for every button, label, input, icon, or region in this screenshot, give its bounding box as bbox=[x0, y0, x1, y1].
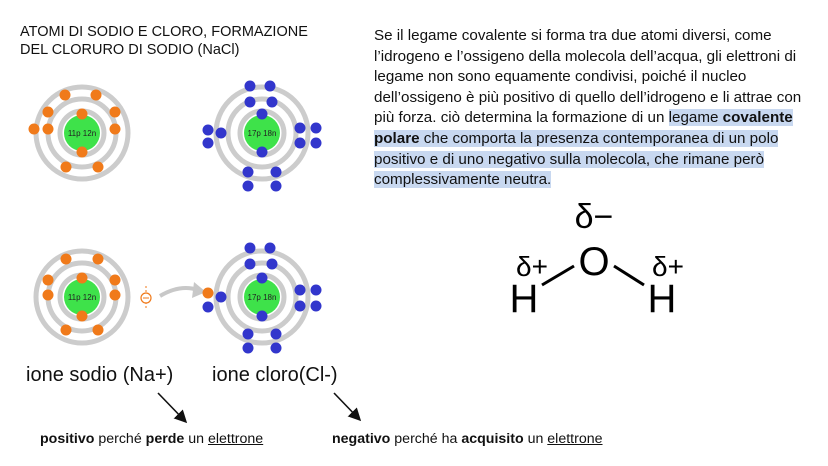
svg-text:17p 18n: 17p 18n bbox=[247, 293, 277, 302]
chlorine-nucleus bbox=[244, 115, 280, 151]
delta-minus-label: δ− bbox=[574, 198, 614, 236]
bond-right bbox=[614, 266, 644, 285]
highlight-covalente-polare: covalente polare bbox=[374, 109, 793, 147]
chloride-ion bbox=[203, 243, 322, 354]
arrow-to-negative-icon bbox=[334, 393, 360, 420]
title-line-2: DEL CLORURO DI SODIO (NaCl) bbox=[20, 42, 240, 58]
title-line-1: ATOMI DI SODIO E CLORO, FORMAZIONE bbox=[20, 24, 308, 40]
delta-plus-left-label: δ+ bbox=[516, 251, 548, 282]
delta-plus-right-label: δ+ bbox=[652, 251, 684, 282]
oxygen-symbol: O bbox=[578, 240, 610, 284]
chloride-ion-nucleus bbox=[244, 279, 280, 315]
paragraph-text: Se il legame covalente si forma tra due atomi diversi, come l’idrogeno e l’ossigeno della molecola dell’acqua, gli elettroni di legame non sono equamente condivisi, poiché il nucleo dell’ossigeno è più positivo di quello dell’idrogeno e li attrae con più forza. ciò determina la formazione di un bbox=[374, 27, 802, 127]
water-molecule bbox=[510, 198, 684, 321]
hydrogen-right-symbol: H bbox=[647, 277, 677, 321]
highlight-legame: legame bbox=[668, 109, 719, 127]
highlight-rest: che comporta la presenza contemporanea di un polo positivo e di uno negativo sulla molecola, che rimane però complessivamente neutra. bbox=[374, 129, 779, 189]
chloride-ion-label: ione cloro(Cl-) bbox=[212, 364, 338, 386]
svg-text:17p 18n: 17p 18n bbox=[247, 129, 277, 138]
sodium-nucleus bbox=[64, 115, 100, 151]
sodium-atom bbox=[29, 87, 129, 179]
negative-caption: negativo perché ha acquisito un elettrone bbox=[332, 431, 603, 447]
chlorine-atom bbox=[203, 81, 322, 192]
arrow-to-positive-icon bbox=[158, 393, 186, 422]
svg-text:11p 12n: 11p 12n bbox=[67, 293, 97, 302]
sodium-ion bbox=[36, 251, 128, 343]
sodium-ion-label: ione sodio (Na+) bbox=[26, 364, 174, 386]
sodium-ion-nucleus bbox=[64, 279, 100, 315]
svg-text:11p 12n: 11p 12n bbox=[67, 129, 97, 138]
electron-transfer bbox=[141, 282, 206, 310]
hydrogen-left-symbol: H bbox=[509, 277, 539, 321]
positive-caption: positivo perché perde un elettrone bbox=[40, 431, 264, 447]
gained-electron bbox=[203, 288, 214, 299]
